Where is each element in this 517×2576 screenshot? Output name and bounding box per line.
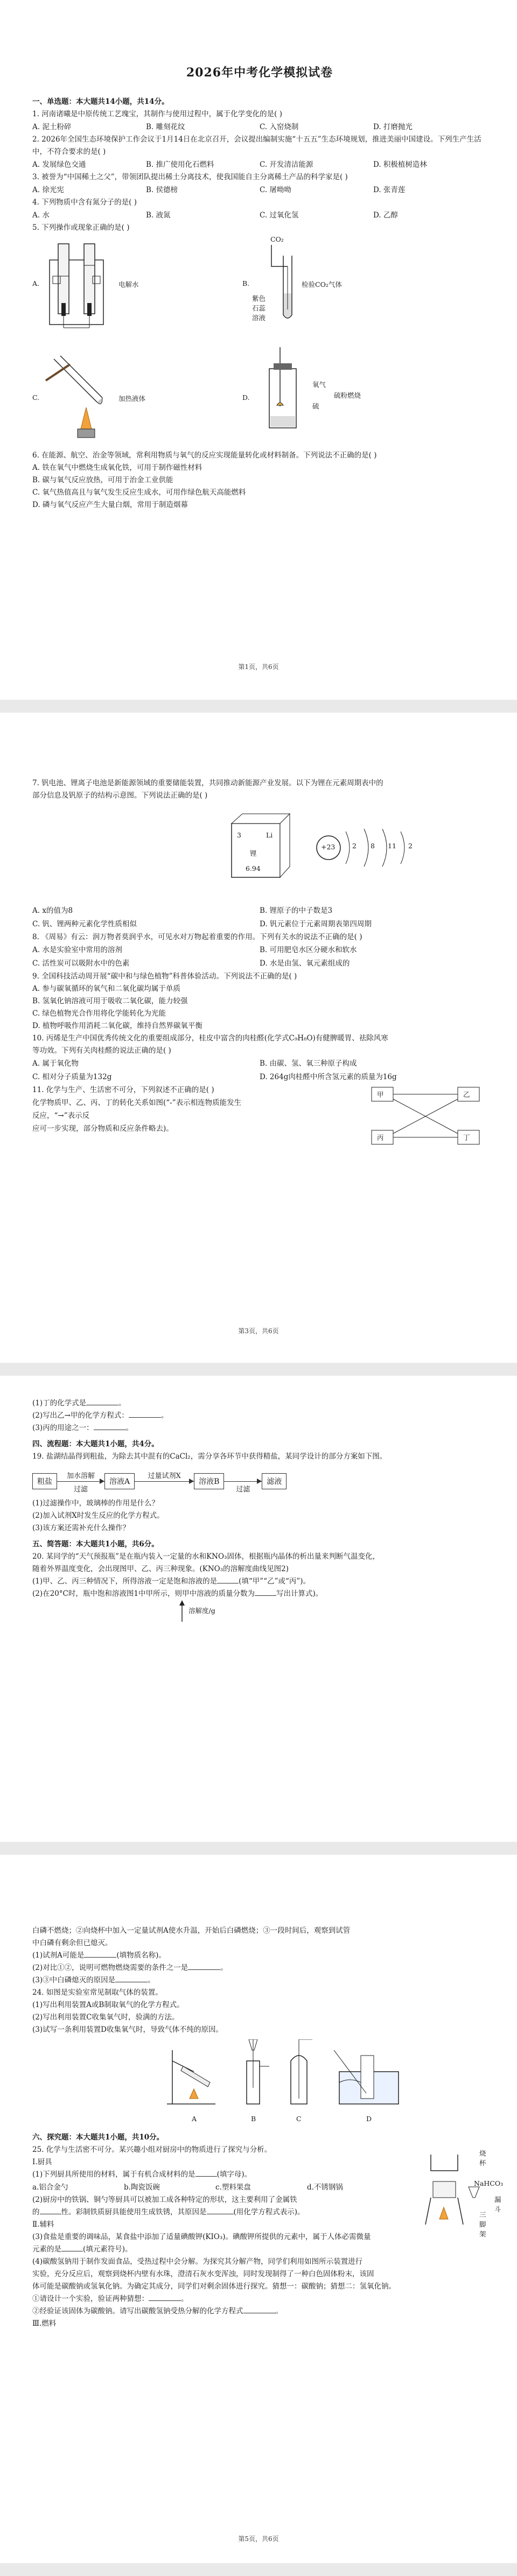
answer-prompt: (2)在20°C时，瓶中饱和溶液图1中甲所示，则甲中溶液的质量分数为 — [32, 1589, 255, 1598]
answer-line — [32, 1575, 487, 1588]
question-7-figure — [32, 802, 487, 904]
transform-diagram-icon — [366, 1084, 495, 1149]
option: B. 锂原子的中子数是3 — [260, 906, 333, 915]
answer-blank[interactable] — [243, 2305, 276, 2313]
figure-c-label: C. — [32, 393, 40, 402]
fig-label-loudou: 漏斗 — [494, 2195, 501, 2213]
section-heading: 六、探究题：本大题共1小题，共10分。 — [32, 2133, 164, 2142]
answer-line: (3)丙的用途之一： 。 — [32, 1422, 487, 1434]
question-24-1: (1)写出利用装置A或B制取氧气的化学方程式。 — [32, 2001, 184, 2009]
question-19: 19. 盐湖结晶得到粗盐，为除去其中混有的CaCl₂，需分享各环节中获得精盐，某同学设计的部分方案如下图。 — [32, 1452, 387, 1461]
question-3: 3. 被誉为“中国稀土之父”，带领团队提出稀土分离技术，使我国能自主分离稀土产品的科学家是( ) — [32, 173, 348, 181]
question-8-options — [32, 944, 487, 970]
answer-blank[interactable] — [149, 2293, 181, 2301]
option: D. 264g肉桂醛中所含氢元素的质量为16g — [260, 1073, 397, 1081]
option: C. 开发清洁能源 — [260, 160, 313, 169]
figure-b-side-text: 溶液 — [252, 314, 266, 322]
figure-d-s-label: 硫 — [312, 402, 319, 410]
text-line: 白磷不燃烧；②向烧杯中加入一定量试剂A使水升温，开始后白磷燃烧；③一段时间后，观察到试管 — [32, 1926, 351, 1935]
answer-line: ②经验证该固体为碳酸钠。请写出碳酸氢钠受热分解的化学方程式 。 — [32, 2305, 487, 2318]
question-24-2: (2)写出利用装置C收集氧气时，验满的方法。 — [32, 2013, 179, 2022]
option: c.塑料果盘 — [215, 2183, 251, 2192]
figure-b-caption: 检验CO₂气体 — [302, 280, 342, 288]
option: D. 积极植树造林 — [373, 160, 427, 169]
sulfur-burning-flask-icon — [253, 347, 312, 439]
question-20-cont: 随着外界温度变化，会出现图甲、乙、丙三种现象。(KNO₃的溶解度曲线见图2) — [32, 1565, 289, 1573]
answer-prompt: (1)甲、乙、丙三种情况下，所得溶液一定是饱和溶液的是 — [32, 1577, 218, 1586]
question-11-intro: 化学物质甲、乙、丙、丁的转化关系如图(“-”表示相连物质能发生 — [32, 1099, 242, 1107]
text-line: 体可能是碳酸钠或氢氧化钠。为确定其成分，同学们对剩余固体进行探究。猜想一：碳酸钠；猜想二：氢氧化钠。 — [32, 2282, 396, 2291]
answer-blank[interactable] — [255, 1588, 276, 1596]
part-1-options — [32, 2181, 399, 2194]
section-heading: 四、流程题：本大题共1小题，共4分。 — [32, 1440, 159, 1448]
question-1-options — [32, 121, 487, 133]
question-11: 11. 化学与生产、生活密不可分，下列叙述不正确的是( ) — [32, 1086, 214, 1094]
fig-label-santong: 三脚架 — [479, 2211, 486, 2238]
option: A. 发展绿色交通 — [32, 160, 86, 169]
option: A. 水是实验室中常用的溶剂 — [32, 946, 122, 954]
answer-blank[interactable] — [94, 1422, 126, 1430]
node-bing: 丙 — [377, 1134, 384, 1142]
page-4 — [0, 1855, 517, 2563]
answer-blank[interactable] — [195, 2169, 217, 2177]
apparatus-d-icon — [334, 2039, 404, 2109]
option: A. 水 — [32, 211, 50, 220]
answer-blank[interactable] — [61, 2243, 83, 2251]
answer-prompt: ②经验证该固体为碳酸钠。请写出碳酸氢钠受热分解的化学方程式 — [32, 2307, 243, 2315]
process-flow — [32, 1468, 487, 1494]
option: D. 打磨抛光 — [373, 123, 413, 131]
answer-prompt: (2)写出乙→甲的化学方程式： — [32, 1411, 129, 1420]
option: B. 推广使用化石燃料 — [146, 160, 214, 169]
question-1: 1. 河南诸曦是中原传统工艺瑰宝，其制作与使用过程中，属于化学变化的是( ) — [32, 110, 282, 118]
question-11-cont: 反应，“→”表示反 — [32, 1111, 90, 1120]
apparatus-label: B — [251, 2115, 256, 2123]
answer-line — [32, 1588, 487, 1600]
option: A. 泥土粉碎 — [32, 123, 72, 131]
answer-blank[interactable] — [86, 1397, 118, 1405]
answer-blank[interactable] — [207, 2206, 234, 2214]
answer-suffix: (填元素符号)。 — [83, 2245, 132, 2254]
figure-b-label: B. — [242, 279, 250, 287]
answer-suffix: (填“甲”“乙”或“丙”)。 — [239, 1577, 311, 1586]
answer-blank[interactable] — [84, 1949, 116, 1958]
apparatus-b-icon — [237, 2039, 269, 2109]
question-5: 5. 下列操作或现象正确的是( ) — [32, 223, 130, 232]
answer-prompt: 的 — [32, 2208, 40, 2216]
page-footer: 第5页，共6页 — [238, 2535, 279, 2543]
exam-title: 2026年中考化学模拟试卷 — [186, 66, 333, 80]
solubility-chart-stub — [32, 1600, 487, 1622]
section-heading: 五、简答题：本大题共1小题，共6分。 — [32, 1540, 159, 1549]
question-4-options — [32, 209, 487, 222]
element-symbol: Li — [266, 831, 273, 839]
page-gap — [0, 700, 517, 713]
apparatus-label: A — [192, 2115, 197, 2123]
element-name: 锂 — [250, 849, 257, 857]
question-24: 24. 如图是实验室常见制取气体的装置。 — [32, 1988, 163, 1997]
part-heading: Ⅲ.燃料 — [32, 2319, 57, 2328]
option: C. 入窑烧制 — [260, 123, 299, 131]
figure-b-co2-label: CO₂ — [270, 235, 284, 243]
text-line: 中白磷有剩余但已熄灭。 — [32, 1939, 113, 1947]
question-19-1: (1)过滤操作中，玻璃棒的作用是什么？ — [32, 1499, 159, 1508]
arrow-label-bottom: 过滤 — [73, 1486, 88, 1494]
answer-line: (3)③中白磷熄灭的原因是 。 — [32, 1974, 487, 1987]
question-11-block — [32, 1084, 487, 1149]
flow-step: 溶液A — [104, 1473, 135, 1489]
option: A. 参与碳氧循环的氧气和二氧化碳均属于单质 — [32, 984, 180, 993]
option: C. 钒、锂两种元素化学性质相似 — [32, 920, 137, 928]
answer-suffix: (填物质名称)。 — [116, 1951, 166, 1960]
electrolysis-apparatus-icon — [42, 238, 112, 330]
y-axis-arrow-icon — [179, 1600, 185, 1622]
text-line: (3)食盐是重要的调味品，某食盐中添加了适量碘酸钾(KIO₃)。碘酸钾所提供的元素中，属于人体必需微量 — [32, 2233, 371, 2241]
part-heading: Ⅱ.辅料 — [32, 2220, 54, 2229]
page-1 — [0, 0, 517, 700]
part-heading: Ⅰ.厨具 — [32, 2158, 52, 2166]
flow-step: 粗盐 — [32, 1473, 57, 1489]
text-line: (4)碳酸氢钠用于制作发面食品，受热过程中会分解。为探究其分解产物，同学们利用如图所示装置进行 — [32, 2257, 363, 2266]
page-gap — [0, 1363, 517, 1376]
answer-line: (2)写出乙→甲的化学方程式： 。 — [32, 1410, 487, 1422]
shell-count: 11 — [388, 842, 396, 850]
option: C. 屠呦呦 — [260, 186, 291, 194]
option: C. 活性炭可以吸附水中的色素 — [32, 959, 130, 968]
answer-blank[interactable] — [40, 2206, 61, 2214]
question-7-options — [32, 904, 487, 931]
question-20: 20. 某同学的“天气预报瓶”是在瓶内装入一定量的水和KNO₃固体，根据瓶内晶体的析出量来判断气温变化， — [32, 1552, 380, 1561]
arrow-label-bottom: 过滤 — [236, 1486, 250, 1494]
heating-liquid-icon — [43, 348, 113, 440]
question-24-3: (3)试写一条利用装置D收集氧气时，导致气体不纯的原因。 — [32, 2025, 223, 2034]
answer-prompt: (1)丁的化学式是 — [32, 1399, 87, 1407]
answer-prompt: (3)丙的用途之一： — [32, 1424, 94, 1432]
answer-suffix: (填字母)。 — [216, 2170, 252, 2179]
arrow-label-top: 过量试剂X — [148, 1472, 181, 1480]
page-footer: 第1页，共6页 — [238, 663, 279, 671]
question-10-cont: 等功效。下列有关肉桂醛的说法正确的是( ) — [32, 1046, 171, 1055]
apparatus-a-icon — [162, 2039, 221, 2109]
question-19-3: (3)该方案还需补充什么操作？ — [32, 1524, 130, 1532]
option: D. 磷与氧气反应产生大量白烟，常用于制造烟幕 — [32, 501, 188, 509]
fig-label-shaobei: 烧杯 — [479, 2149, 486, 2167]
flow-arrow — [57, 1468, 104, 1494]
y-axis-label: 溶解度/g — [188, 1607, 215, 1615]
flow-step: 滤液 — [262, 1473, 287, 1489]
answer-blank[interactable] — [217, 1575, 239, 1583]
answer-suffix: (用化学方程式表示)。 — [233, 2208, 305, 2216]
option: B. 碳与氧气反应放热，可用于治金工业供能 — [32, 476, 173, 484]
nucleus-charge: +23 — [321, 843, 336, 851]
node-ding: 丁 — [463, 1134, 470, 1142]
element-number: 3 — [237, 831, 241, 839]
section-heading: 一、单选题：本大题共14小题，共14分。 — [32, 97, 169, 106]
answer-blank[interactable] — [115, 1974, 148, 1982]
nahco3-heating-apparatus-icon — [409, 2149, 490, 2230]
figure-a-label: A. — [32, 279, 40, 287]
option: a.铝合金勺 — [32, 2183, 68, 2192]
option: B. 雕刻花纹 — [146, 123, 185, 131]
option: A. 铁在氧气中燃烧生成氧化铁，可用于制作磁性材料 — [32, 463, 202, 472]
option: B. 液氮 — [146, 211, 171, 220]
question-5-figures — [32, 234, 487, 449]
answer-mid: 性。彩制铁质厨具能使用生成铁锈，其原因是 — [61, 2208, 207, 2216]
option: C. 过氧化氢 — [260, 211, 299, 220]
answer-line — [32, 2243, 487, 2256]
figure-a-caption: 电解水 — [118, 280, 139, 288]
page-3 — [0, 1376, 517, 1842]
question-10: 10. 丙烯是生产中国优秀传统文化的重要组成部分，桂皮中富含的肉桂醛(化学式C₉H₈O)有健脾暖胃、祛除风寒 — [32, 1034, 388, 1043]
question-19-2: (2)加入试剂X时发生反应的化学方程式。 — [32, 1511, 164, 1520]
option: C. 绿色植物光合作用将化学能转化为光能 — [32, 1009, 166, 1018]
answer-line — [32, 2169, 399, 2181]
question-25: 25. 化学与生活密不可分。某兴趣小组对厨房中的物质进行了探究与分析。 — [32, 2145, 272, 2154]
question-2: 2. 2026年全国生态环境保护工作会议于1月14日在北京召开，会议提出编制实施“十五五”生态环境规划，推进美丽中国建设。下列生产生活中，不符合要求的是( ) — [32, 135, 481, 156]
option: C. 氧气热值高且与氧气发生反应生成水，可用作绿色航天高能燃料 — [32, 488, 246, 497]
flow-arrow — [135, 1468, 194, 1494]
apparatus-label: C — [296, 2115, 302, 2123]
node-yi: 乙 — [463, 1090, 470, 1099]
option: D. 张青莲 — [373, 186, 406, 194]
figure-d-o2-label: 氧气 — [312, 381, 326, 389]
text-line: (2)厨房中的铁锅、铜勺等厨具可以被加工成各种特定的形状，这主要利用了金属铁 — [32, 2195, 297, 2204]
text-line: 实验，充分反应后，观察到烧杯内壁有水珠，澄清石灰水变浑浊，同时发现制得了一种白色固体粉末，该固 — [32, 2270, 374, 2278]
shell-count: 2 — [352, 842, 357, 850]
option: C. 相对分子质量为132g — [32, 1073, 112, 1081]
gas-apparatus-figure — [32, 2036, 487, 2128]
answer-line — [32, 1949, 487, 1962]
answer-prompt: (3)③中白磷熄灭的原因是 — [32, 1976, 116, 1984]
question-11-cont: 应可一步实现，部分物质和反应条件略去)。 — [32, 1124, 173, 1133]
option: D. 植物呼吸作用消耗二氧化碳，维持自然界碳氧平衡 — [32, 1022, 202, 1030]
page-gap — [0, 1842, 517, 1855]
figure-c-caption: 加热液体 — [118, 395, 146, 403]
flow-step: 溶液B — [194, 1473, 224, 1489]
arrow-label-top: 加水溶解 — [66, 1472, 95, 1480]
figure-d-label: D. — [242, 393, 250, 402]
shell-count: 2 — [408, 842, 413, 850]
answer-prompt: (2)对比①②，说明可燃物燃烧需要的条件之一是 — [32, 1963, 188, 1972]
answer-prompt: (1)下列厨具所使用的材料，属于有机合成材料的是 — [32, 2170, 195, 2179]
option: A. 属于氧化物 — [32, 1059, 79, 1068]
answer-suffix: 写出计算式)。 — [276, 1589, 323, 1598]
figure-b-side-text: 石蕊 — [252, 304, 266, 312]
option: A. x的值为8 — [32, 906, 73, 915]
answer-line: (2)对比①②，说明可燃物燃烧需要的条件之一是 。 — [32, 1962, 487, 1974]
question-8: 8. 《周易》有云：润万物者莫润乎水，可见水对万物起着重要的作用。下列有关水的说法不正确的是( ) — [32, 933, 362, 941]
apparatus-c-icon — [280, 2039, 318, 2109]
question-7: 7. 钒电池、锂离子电池是新能源领域的重要储能装置，共同推动新能源产业发展。以下为锂在元素周期表中的 — [32, 779, 383, 787]
option: d.不锈钢锅 — [307, 2183, 343, 2192]
option: B. 由碳、氢、氧三种原子构成 — [260, 1059, 357, 1068]
option: b.陶瓷饭碗 — [124, 2183, 160, 2192]
option: A. 徐光宪 — [32, 186, 64, 194]
answer-prompt: (1)试剂A可能是 — [32, 1951, 85, 1960]
option: B. 可用肥皂水区分硬水和软水 — [260, 946, 357, 954]
answer-line: (1)丁的化学式是 。 — [32, 1397, 487, 1410]
page-2 — [0, 713, 517, 1363]
question-10-options — [32, 1057, 487, 1084]
question-4: 4. 下列物质中含有氮分子的是( ) — [32, 198, 137, 207]
option: D. 钒元素位于元素周期表第四周期 — [260, 920, 372, 928]
option: B. 侯德榜 — [146, 186, 178, 194]
fig-label-nahco3: NaHCO₃ — [474, 2179, 504, 2187]
answer-prompt: ①请设计一个实验，验证两种猜想： — [32, 2295, 149, 2303]
question-7-cont: 部分信息及钒原子的结构示意图。下列说法正确的是( ) — [32, 791, 208, 800]
question-3-options — [32, 184, 487, 196]
answer-prompt: 元素的是 — [32, 2245, 61, 2254]
figure-b-side-text: 紫色 — [252, 294, 266, 302]
option: D. 乙醇 — [373, 211, 398, 220]
option: B. 氢氧化钠溶液可用于吸收二氧化碳，能力较强 — [32, 997, 188, 1005]
figure-d-caption: 硫粉燃烧 — [334, 391, 361, 399]
apparatus-label: D — [366, 2115, 372, 2123]
flow-arrow — [224, 1468, 262, 1494]
option: D. 水是由氢、氧元素组成的 — [260, 959, 350, 968]
answer-blank[interactable] — [188, 1962, 220, 1970]
question-9: 9. 全国科技活动周开展“碳中和与绿色植物”科普体验活动。下列说法不正确的是( ) — [32, 972, 297, 981]
page-footer: 第3页，共6页 — [238, 1327, 279, 1335]
question-2-options — [32, 158, 487, 171]
node-jia: 甲 — [377, 1090, 384, 1099]
element-mass: 6.94 — [246, 864, 261, 872]
answer-blank[interactable] — [129, 1410, 161, 1418]
question-6: 6. 在能源、航空、治金等领域，常利用物质与氧气的反应实现能量转化或材料制备。下列说法不正确的是( ) — [32, 451, 377, 460]
shell-count: 8 — [371, 842, 375, 850]
answer-line: ①请设计一个实验，验证两种猜想： 。 — [32, 2293, 487, 2305]
